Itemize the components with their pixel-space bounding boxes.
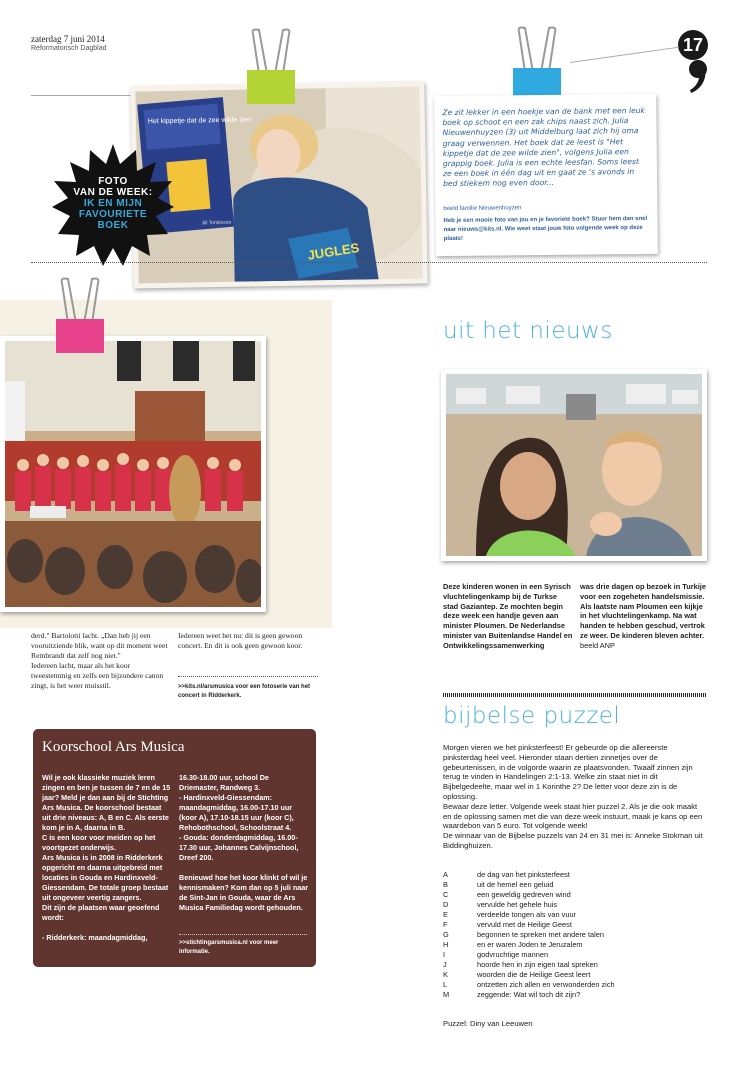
choir-photo-series-link[interactable]: >>kits.nl/arsmusica voor een fotoserie van het concert in Ridderkerk. xyxy=(178,684,311,699)
puzzle-item-d: D vervulde het gehele huis xyxy=(443,900,558,909)
choir-article-col1: derd." Bartolotti lacht. „Dan heb jij een vooruitziende blik, want op dit moment weet Rembrandt dat zelf nog niet." Iedereen lacht, maar als het koor tweestemmig en zelfs een bijzondere canon zingt, is het weer muisstil. xyxy=(31,631,168,690)
koorschool-box-col1: Wil je ook klassieke muziek leren zingen en ben je tussen de 7 en de 15 jaar? Meld je dan aan bij de Stichting Ars Musica. De koorschool bestaat uit drie niveaus: A, B en C. Als eerste kom je in A, daarna in B. C is een koor voor meiden op het voortgezet onderwijs. Ars Musica is in 2008 in Ridderkerk opgericht en daarna uitgebreid met locaties in Gouda en Hardinxveld-Giessendam. De totale groep bestaat uit ongeveer veertig zangers. Dit zijn de plaatsen waar geoefend wordt: - Ridderkerk: maandagmiddag, xyxy=(42,773,171,942)
binder-clip-lime-icon xyxy=(241,26,301,106)
koorschool-website-link[interactable]: >>stichtingarsmusica.nl voor meer informatie. xyxy=(179,940,279,955)
header-rule xyxy=(31,95,131,96)
puzzle-item-a: A de dag van het pinksterfeest xyxy=(443,870,570,879)
puzzle-item-k: K woorden die de Heilige Geest leert xyxy=(443,970,591,979)
refugee-children-photo xyxy=(446,374,702,556)
badge-line-5: BOEK xyxy=(97,220,129,231)
puzzle-statement-list xyxy=(443,870,707,1000)
girl-reading-photo xyxy=(135,87,422,284)
newspaper-name: Reformatorisch Dagblad xyxy=(31,45,107,52)
section-divider-dotted xyxy=(31,262,707,263)
binder-clip-cyan-icon xyxy=(507,24,567,104)
puzzle-item-g: G begonnen te spreken met andere talen xyxy=(443,930,604,939)
news-caption-text: was drie dagen op bezoek in Turkije voor een zogeheten handelsmissie. Als laatste nam Ploumen een kijkje in het vluchtelingenkamp. Na wat handen te hebben geschud, vertrok ze weer. De kinderen bleven achter. xyxy=(580,582,706,640)
handwritten-note-card xyxy=(434,94,658,256)
news-caption-col2 xyxy=(580,582,706,651)
koorschool-info-box xyxy=(33,729,316,967)
puzzle-item-f: F vervuld met de Heilige Geest xyxy=(443,920,572,929)
badge-line-2: VAN DE WEEK: xyxy=(73,187,153,198)
photo-of-week-badge-text xyxy=(52,176,174,231)
note-photo-credit: beeld familie Nieuwenhuyzen xyxy=(443,205,522,213)
puzzle-section-title: bijbelse puzzel xyxy=(443,703,621,729)
choir-photo-card xyxy=(0,336,266,612)
puzzle-item-c: C een geweldig gedreven wind xyxy=(443,890,571,899)
puzzle-author-credit: Puzzel: Diny van Leeuwen xyxy=(443,1019,533,1028)
news-photo-card xyxy=(441,369,707,561)
puzzle-item-j: J hoorde hen in zijn eigen taal spreken xyxy=(443,960,598,969)
note-handwritten-text: Ze zit lekker in een hoekje van de bank met een leuk boek op schoot en een zak chips naast zich. Julia Nieuwenhuyzen (3) uit Middelburg laat zich hij oma graag verwennen. Het boek dat ze leest is "Het kippetje dat de zee wilde zien", volgens Julia een grappig boek. Julia is een echte leesfan. Soms leest ze een boek in één dag uit en gaat ze 's avonds in bed stiekem nog even door... xyxy=(442,105,645,189)
string-line xyxy=(570,47,679,63)
koorschool-box-col2: 16.30-18.00 uur, school De Driemaster, Randweg 3. - Hardinxveld-Giessendam: maandagmiddag, 16.00-17.10 uur (koor A), 17.10-18.15 uur (koor C), Rehobothschool, Schoolstraat 4. - Gouda: donderdagmiddag, 16.00-17.30 uur, Johannes Calvijnschool, Dreef 200. Benieuwd hoe het koor klinkt of wil je kennismaken? Kom dan op 5 juli naar de Sint-Jan in Gouda, waar de Ars Musica Familiedag wordt gehouden. xyxy=(179,773,309,912)
choir-article-col2: Iedereen weet het nu: dit is geen gewoon concert. En dit is ook geen gewoon koor. xyxy=(178,631,303,650)
binder-clip-pink-icon xyxy=(50,275,110,355)
news-photo-credit: beeld ANP xyxy=(580,640,615,650)
page-number-badge: 17 xyxy=(678,30,708,60)
news-caption-col1: Deze kinderen wonen in een Syrisch vluchtelingenkamp bij de Turkse stad Gaziantep. Ze mochten begin deze week een handje geven aan minister Ploumen. De Nederlandse minister van Buitenlandse Handel en Ontwikkelingssamenwerking xyxy=(443,582,573,650)
badge-line-4: FAVOURIETE xyxy=(78,209,148,220)
book-cover-author: Jill Tomlinson xyxy=(201,219,232,227)
note-call-to-action: Heb je een mooie foto van jou en je favoriete boek? Stuur hem dan snel naar nieuws@kits.nl. Wie weet staat jouw foto volgende week op deze plaats! xyxy=(443,215,648,243)
photo-of-week-card xyxy=(130,81,427,288)
book-cover-title: Het kippetje dat de zee wilde zien xyxy=(147,116,253,126)
chips-bag-label: JUGLES xyxy=(306,239,361,263)
choir-concert-photo xyxy=(5,341,261,607)
comma-logo-icon xyxy=(688,60,708,94)
badge-line-3: IK EN MIJN xyxy=(83,198,143,209)
puzzle-intro-text: Morgen vieren we het pinksterfeest! Er gebeurde op die allereerste pinksterdag heel veel. Hieronder staan dertien zinnetjes over de gebeurtenissen, in de volgorde waarin ze plaatsvonden. Twaalf zinnen zijn terug te vinden in Handelingen 2:1-13. Welke zin staat niet in dit Bijbelgedeelte, maar wel in 1 Korinthe 2? De letter voor deze zin is de oplossing. Bewaar deze letter. Volgende week staat hier puzzel 2. Als je die ook maakt en de oplossing samen met die van deze week instuurt, maak je kans op een waardebon van 5 euro. Tot volgende week! De winnaar van de Bijbelse puzzels van 24 en 31 mei is: Anneke Stokman uit Biddinghuizen. xyxy=(443,743,703,850)
issue-date: zaterdag 7 juni 2014 xyxy=(31,34,105,44)
koorschool-box-title: Koorschool Ars Musica xyxy=(42,739,185,755)
puzzle-item-m: M zeggende: Wat wil toch dit zijn? xyxy=(443,990,581,999)
puzzle-item-h: H en er waren Joden te Jeruzalem xyxy=(443,940,583,949)
puzzle-item-i: I godvruchtige mannen xyxy=(443,950,549,959)
choir-link-divider xyxy=(178,676,318,677)
puzzle-item-e: E verdeelde tongen als van vuur xyxy=(443,910,577,919)
news-section-title: uit het nieuws xyxy=(443,318,613,344)
puzzle-item-l: L ontzetten zich allen en verwonderden zich xyxy=(443,980,615,989)
badge-line-1: FOTO xyxy=(98,176,128,187)
puzzle-item-b: B uit de hemel een geluid xyxy=(443,880,554,889)
koorschool-link-divider xyxy=(179,934,307,935)
puzzle-divider-hatched xyxy=(443,693,707,697)
